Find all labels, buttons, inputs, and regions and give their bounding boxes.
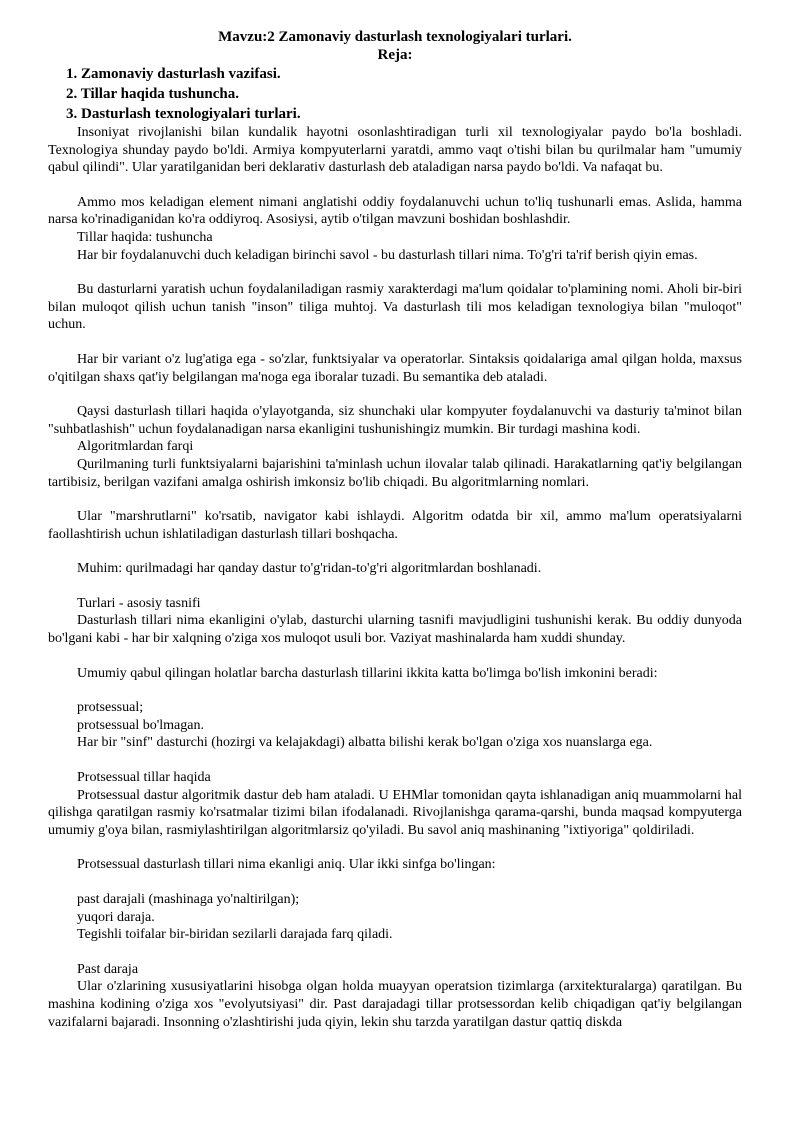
list-item: protsessual; xyxy=(77,700,144,716)
paragraph: Protsessual dasturlash tillari nima ekanligi aniq. Ular ikki sinfga bo'lingan: xyxy=(77,857,496,873)
plan-list xyxy=(66,64,742,124)
list-item: protsessual bo'lmagan. xyxy=(77,717,204,733)
paragraph: Muhim: qurilmadagi har qanday dastur to'g'ridan-to'g'ri algoritmlardan boshlanadi. xyxy=(77,561,542,577)
paragraph: Har bir variant o'z lug'atiga ega - so'zlar, funktsiyalar va operatorlar. Sintaksis qoidalariga amal qilgan holda, maxsus o'qitilgan shaxs qat'iy belgilangan ma'noga ega iboralar tuzadi. Bu semantika deb ataladi. xyxy=(48,351,742,385)
paragraph: Protsessual dastur algoritmik dastur deb ham ataladi. U EHMlar tomonidan qayta ishlanadigan aniq muammolarni hal qilishga qaratilgan rasmiy ko'rsatmalar tizimi bilan ifodalanadi. Rivojlanishga qarama-qarshi, bunda maqsad kompyuterga umumiy g'oya bilan, rasmiylashtirilgan algoritmlarsiz qo'yiladi. Bu savol aniq mashinaning "ixtiyoriga" qoldiriladi. xyxy=(48,787,742,838)
plan-item: 3. Dasturlash texnologiyalari turlari. xyxy=(66,106,301,122)
section-heading: Turlari - asosiy tasnifi xyxy=(77,595,201,611)
section-heading: Past daraja xyxy=(77,961,139,977)
section-heading: Tillar haqida: tushuncha xyxy=(77,229,213,245)
paragraph: Har bir foydalanuvchi duch keladigan birinchi savol - bu dasturlash tillari nima. To'g'ri ta'rif berish qiyin emas. xyxy=(77,247,698,263)
list-item: past darajali (mashinaga yo'naltirilgan); xyxy=(77,892,300,907)
paragraph: Ammo mos keladigan element nimani anglatishi oddiy foydalanuvchi uchun to'liq tushunarli emas. Aslida, hamma narsa ko'rinadiganidan ko'ra oddiyroq. Asosiysi, aytib o'tilgan mavzuni boshidan boshlashdir. xyxy=(48,194,742,228)
paragraph: Umumiy qabul qilingan holatlar barcha dasturlash tillarini ikkita katta bo'limga bo'lish imkonini beradi: xyxy=(77,665,658,681)
paragraph: Tegishli toifalar bir-biridan sezilarli darajada farq qiladi. xyxy=(77,927,393,943)
paragraph: Ular o'zlarining xususiyatlarini hisobga olgan holda muayyan operatsion tizimlarga (arxitekturalarga) qaratilgan. Bu mashina kodining o'ziga xos "evolyutsiyasi" dir. Past darajadagi tillar protsessordan kelib chiqadigan qat'iy belgilangan vazifalarni bajaradi. Insonning o'zlashtirishi juda qiyin, lekin shu tarzda yaratilgan dastur qattiq diskda xyxy=(48,979,742,1030)
paragraph: Bu dasturlarni yaratish uchun foydalaniladigan rasmiy xarakterdagi ma'lum qoidalar to'plamining nomi. Aholi bir-biri bilan muloqot qilish uchun tanish "inson" tiliga muhtoj. Va dasturlash tili mos keladigan texnologiya bilan "muloqot" uchun. xyxy=(48,282,742,333)
paragraph: Qaysi dasturlash tillari haqida o'ylayotganda, siz shunchaki ular kompyuter foydalanuvchi va dasturiy ta'minot bilan "suhbatlashish" uchun foydalanadigan narsa ekanligini tushunishingiz mumkin. Bir turdagi mashina kodi. xyxy=(48,404,742,437)
plan-item: 1. Zamonaviy dasturlash vazifasi. xyxy=(66,66,281,82)
paragraph: Insoniyat rivojlanishi bilan kundalik hayotni osonlashtiradigan turli xil texnologiyalar paydo bo'la boshladi. Texnologiya shunday paydo bo'ldi. Armiya kompyuterlarni yaratdi, ammo vaqt o'tishi bilan bu qurilmalar ham "umumiy qabul qilindi". Ular yaratilganidan beri deklarativ dasturlash deb ataladigan narsa paydo bo'ldi. Va nafaqat bu. xyxy=(48,125,742,176)
plan-item: 2. Tillar haqida tushuncha. xyxy=(66,86,239,102)
paragraph: Ular "marshrutlarni" ko'rsatib, navigator kabi ishlaydi. Algoritm odatda bir xil, ammo ma'lum operatsiyalarni faollashtirish uchun ishlatiladigan dasturlash tillari boshqacha. xyxy=(48,509,742,542)
paragraph: Qurilmaning turli funktsiyalarni bajarishini ta'minlash uchun ilovalar talab qilinadi. Harakatlarning qat'iy belgilangan tartibisiz, berilgan vazifani amalga oshirish imkonsiz bo'lib chiqadi. Bu algoritmlarning nomlari. xyxy=(48,456,742,490)
section-heading: Algoritmlardan farqi xyxy=(77,439,194,455)
paragraph: Dasturlash tillari nima ekanligini o'ylab, dasturchi ularning tasnifi mavjudligini tushunishi kerak. Bu oddiy dunyoda bo'lgani kabi - har bir xalqning o'ziga xos muloqot usuli bor. Vaziyat mashinalarda ham xuddi shunday. xyxy=(48,613,742,647)
plan-heading: Reja: xyxy=(377,47,413,63)
list-item: yuqori daraja. xyxy=(77,909,155,925)
section-heading: Protsessual tillar haqida xyxy=(77,770,211,786)
document-title: Mavzu:2 Zamonaviy dasturlash texnologiyalari turlari. xyxy=(218,29,572,45)
paragraph: Har bir "sinf" dasturchi (hozirgi va kelajakdagi) albatta bilishi kerak bo'lgan o'ziga xos nuanslarga ega. xyxy=(77,735,653,751)
